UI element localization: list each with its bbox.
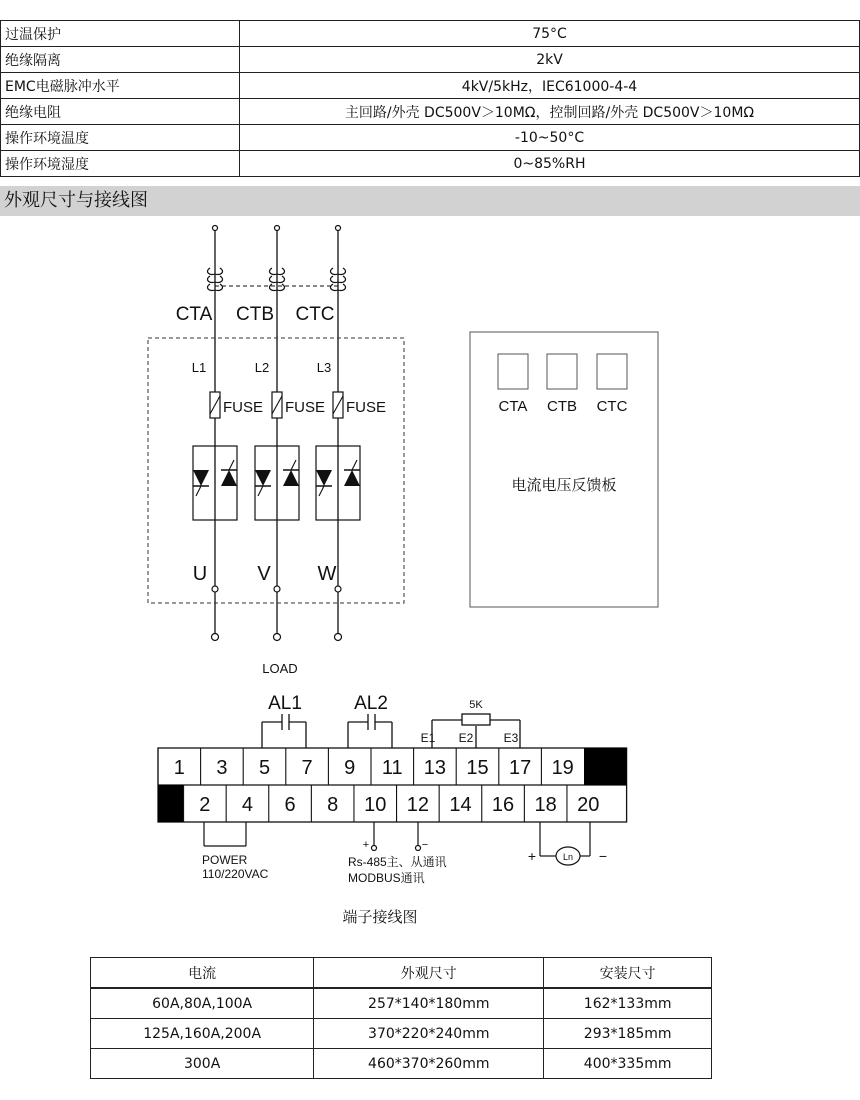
spec-key: 操作环境湿度 [1,151,240,177]
terminal-12: 12 [406,794,429,816]
table-row [91,1049,712,1079]
table-row [91,1019,712,1049]
spec-value: 2kV [240,47,860,73]
al2-label: AL2 [354,693,388,714]
section-title: 外观尺寸与接线图 [0,186,860,216]
column-header: 安装尺寸 [544,958,712,989]
spec-key: 绝缘电阻 [1,99,240,125]
terminal-14: 14 [449,794,472,816]
output-label-w: W [317,563,337,585]
output-label-u: U [192,563,208,585]
spec-key: 绝缘隔离 [1,47,240,73]
fuse-label: FUSE [346,399,387,416]
terminal-7: 7 [301,757,313,779]
ct-label-b: CTB [236,304,274,325]
terminal-strip [158,748,627,822]
table-row [1,125,860,151]
terminal-6: 6 [284,794,296,816]
e1-label: E1 [420,731,436,745]
rs485-label: Rs-485主、从通讯 [348,855,447,869]
table-cell: 257*140*180mm [314,988,544,1019]
e3-label: E3 [503,731,519,745]
minus-sign: − [421,839,429,851]
terminal-8: 8 [327,794,339,816]
table-row [1,73,860,99]
fuse-icon [272,392,282,418]
spec-key: 操作环境温度 [1,125,240,151]
terminal-20: 20 [577,794,600,816]
ct-label-c: CTC [295,304,335,325]
table-row [91,988,712,1019]
terminal-9: 9 [344,757,356,779]
line-label-2: L2 [254,360,270,375]
spec-value: -10~50°C [240,125,860,151]
column-header: 外观尺寸 [314,958,544,989]
power-voltage: 110/220VAC [202,867,269,881]
spec-key: EMC电磁脉冲水平 [1,73,240,99]
table-header-row [91,958,712,989]
spec-value: 主回路/外壳 DC500V＞10MΩ，控制回路/外壳 DC500V＞10MΩ [240,99,860,125]
board-ct-c: CTC [596,398,628,415]
spec-key: 过温保护 [1,21,240,47]
plus-sign: + [362,839,370,851]
terminal-11: 11 [381,757,403,779]
table-row [1,151,860,177]
resistor-label: 5K [469,699,483,711]
minus-sign: − [598,848,608,864]
terminal-13: 13 [423,757,447,779]
table-cell: 125A,160A,200A [91,1019,314,1049]
terminal-10: 10 [364,794,387,816]
spec-value: 75°C [240,21,860,47]
terminal-15: 15 [466,757,489,779]
al1-label: AL1 [268,693,302,714]
fuse-icon [333,392,343,418]
dimension-table [90,957,712,1079]
table-cell: 300A [91,1049,314,1079]
load-label: LOAD [262,661,298,676]
board-ct-b: CTB [547,398,577,415]
meter-label: Ln [562,852,574,862]
table-row [1,47,860,73]
terminal-5: 5 [258,757,271,779]
terminal-1: 1 [173,757,185,779]
board-title: 电流电压反馈板 [511,477,617,494]
terminal-2: 2 [199,794,211,816]
terminal-17: 17 [508,757,532,779]
table-cell: 60A,80A,100A [91,988,314,1019]
wiring-diagram [0,216,860,900]
diagram-caption: 端子接线图 [342,908,418,926]
terminal-16: 16 [491,794,515,816]
board-ct-a: CTA [498,398,528,415]
e2-label: E2 [458,731,474,745]
module-border [148,338,404,603]
fuse-label: FUSE [223,399,264,416]
spec-table [0,20,860,177]
table-row [1,99,860,125]
table-row [1,21,860,47]
line-label-1: L1 [191,360,207,375]
output-label-v: V [257,563,271,585]
terminal-4: 4 [241,794,254,816]
terminal-18: 18 [534,794,557,816]
table-cell: 162*133mm [544,988,712,1019]
fuse-icon [210,392,220,418]
power-label: POWER [202,853,248,867]
table-cell: 293*185mm [544,1019,712,1049]
modbus-label: MODBUS通讯 [348,871,425,885]
terminal-19: 19 [551,757,574,779]
terminal-3: 3 [216,757,228,779]
fuse-label: FUSE [285,399,326,416]
ct-label-a: CTA [175,304,213,325]
table-cell: 370*220*240mm [314,1019,544,1049]
table-cell: 460*370*260mm [314,1049,544,1079]
spec-value: 0~85%RH [240,151,860,177]
plus-sign: + [527,848,537,864]
spec-value: 4kV/5kHz，IEC61000-4-4 [240,73,860,99]
line-label-3: L3 [316,360,332,375]
table-cell: 400*335mm [544,1049,712,1079]
column-header: 电流 [91,958,314,989]
